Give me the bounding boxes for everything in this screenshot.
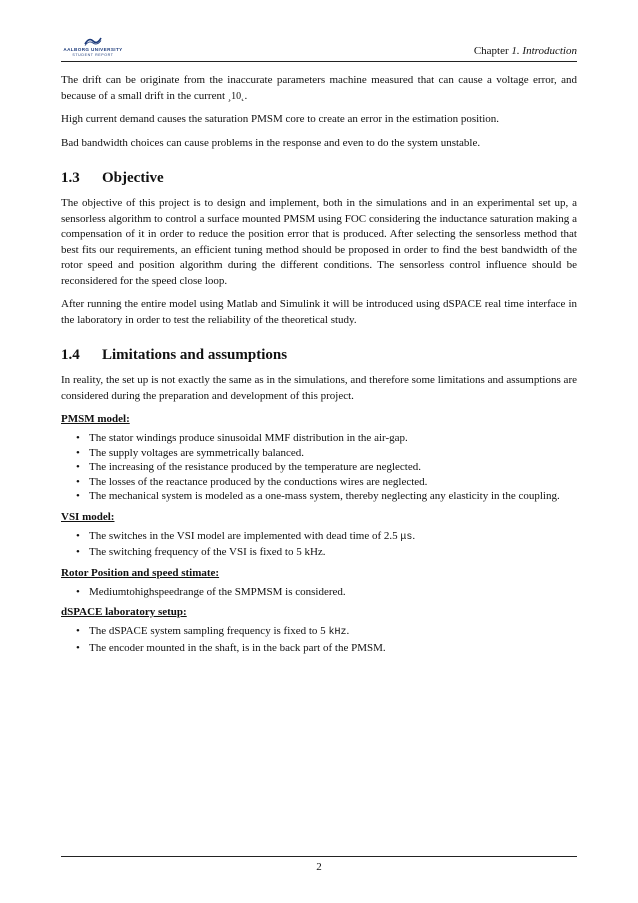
list-item bbox=[61, 446, 577, 461]
intro-paragraph-1-text: The drift can be originate from the inaccurate parameters machine measured that can cause a voltage error, and because of a small drift in the current bbox=[61, 74, 577, 102]
list-item-text: The switches in the VSI model are implemented with dead time of 2.5 bbox=[89, 529, 398, 542]
chapter-title: 1. Introduction bbox=[511, 45, 577, 57]
unit-label: μs bbox=[400, 531, 413, 543]
citation: ¸10˛ bbox=[227, 90, 245, 102]
university-logo bbox=[58, 36, 128, 62]
bullet-icon: • bbox=[76, 546, 80, 558]
section-title: Objective bbox=[102, 170, 164, 186]
pmsm-model-list bbox=[61, 431, 577, 504]
list-item-text: The dSPACE system sampling frequency is fixed to 5 bbox=[89, 625, 326, 637]
chapter-label: Chapter bbox=[473, 45, 509, 57]
rotor-position-heading: Rotor Position and speed stimate: bbox=[61, 566, 220, 579]
list-item bbox=[61, 545, 577, 560]
list-item-text: The increasing of the resistance produced by the temperature are neglected. bbox=[89, 461, 421, 473]
objective-paragraph-2: After running the entire model using Matlab and Simulink it will be introduced using dSPACE real time interface in the laboratory in order to test the reliability of the theoretical study. bbox=[61, 298, 577, 326]
rotor-position-list bbox=[61, 585, 577, 600]
dspace-setup-list bbox=[61, 624, 577, 655]
list-item-end: . bbox=[346, 625, 350, 637]
list-item-text: The switching frequency of the VSI is fixed to 5 kHz. bbox=[89, 546, 326, 558]
section-title: Limitations and assumptions bbox=[102, 347, 288, 363]
footer-rule bbox=[61, 856, 577, 857]
list-item bbox=[61, 624, 577, 641]
page-number: 2 bbox=[316, 861, 322, 873]
list-item bbox=[61, 641, 577, 656]
intro-paragraph-1-end: . bbox=[244, 89, 248, 102]
bullet-icon: • bbox=[76, 585, 80, 598]
list-item-text: Mediumtohighspeedrange of the SMPMSM is considered. bbox=[89, 585, 346, 598]
logo-name: AALBORG UNIVERSITY bbox=[63, 47, 123, 52]
pmsm-model-heading: PMSM model: bbox=[61, 413, 130, 425]
bullet-icon: • bbox=[76, 641, 80, 654]
page-body bbox=[61, 73, 577, 661]
logo-wave-icon bbox=[84, 36, 102, 46]
vsi-model-heading: VSI model: bbox=[61, 510, 115, 523]
dspace-setup-heading: dSPACE laboratory setup: bbox=[61, 606, 187, 618]
list-item-text: The encoder mounted in the shaft, is in the back part of the PMSM. bbox=[89, 641, 386, 654]
section-limitations-heading bbox=[61, 346, 577, 364]
list-item bbox=[61, 431, 577, 446]
bullet-icon: • bbox=[76, 461, 80, 473]
intro-paragraph-2: High current demand causes the saturation PMSM core to create an error in the estimation position. bbox=[61, 113, 500, 125]
intro-paragraph-1 bbox=[61, 73, 577, 104]
bullet-icon: • bbox=[76, 625, 80, 637]
section-number: 1.3 bbox=[61, 170, 80, 186]
bullet-icon: • bbox=[76, 446, 80, 459]
list-item-text: The stator windings produce sinusoidal MMF distribution in the air-gap. bbox=[89, 432, 408, 444]
section-number: 1.4 bbox=[61, 347, 80, 363]
intro-paragraph-3: Bad bandwidth choices can cause problems in the response and even to do the system unstable. bbox=[61, 136, 481, 149]
running-header bbox=[474, 45, 577, 57]
vsi-model-list bbox=[61, 529, 577, 560]
list-item bbox=[61, 489, 577, 504]
list-item-text: The supply voltages are symmetrically balanced. bbox=[89, 446, 305, 459]
list-item bbox=[61, 585, 577, 600]
list-item bbox=[61, 529, 577, 546]
bullet-icon: • bbox=[76, 529, 80, 542]
list-item bbox=[61, 460, 577, 475]
list-item-text: The mechanical system is modeled as a one-mass system, thereby neglecting any elasticity in the coupling. bbox=[89, 490, 560, 502]
objective-paragraph-1: The objective of this project is to design and implement, both in the simulations and in an experimental set up, a sensorless algorithm to control a surface mounted PMSM using FOC considering the inductance saturation making a compensation of it in order to reduce the position error that is produced. After selecting the sensorless method that best fits our requirements, an efficient tuning method should be proposed in order to find the best bandwidth of the rotor speed and position algorithm during the different conditions. The sensorless control influence should be reconsidered for the speed close loop. bbox=[61, 197, 577, 287]
header-rule bbox=[61, 61, 577, 62]
bullet-icon: • bbox=[76, 432, 80, 444]
unit-label: kHz bbox=[328, 627, 347, 638]
list-item bbox=[61, 475, 577, 490]
limitations-intro: In reality, the set up is not exactly the same as in the simulations, and therefore some limitations and assumptions are considered during the preparation and development of this project. bbox=[61, 374, 577, 402]
list-item-text: The losses of the reactance produced by the conductions wires are neglected. bbox=[89, 475, 428, 488]
logo-subtitle: STUDENT REPORT bbox=[72, 53, 114, 57]
list-item-end: . bbox=[412, 529, 416, 542]
section-objective-heading bbox=[61, 169, 577, 187]
bullet-icon: • bbox=[76, 475, 80, 488]
bullet-icon: • bbox=[76, 490, 80, 502]
